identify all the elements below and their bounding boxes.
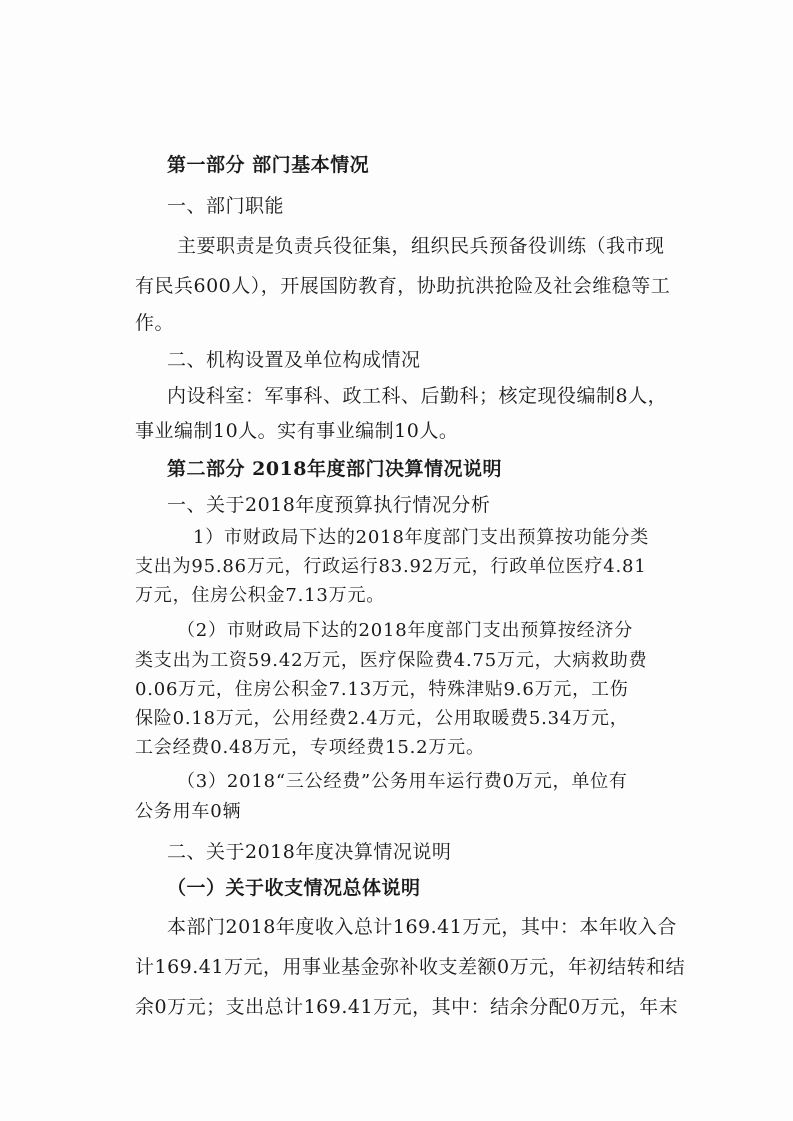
paragraph-line: 支出为95.86万元，行政运行83.92万元，行政单位医疗4.81: [135, 556, 647, 577]
paragraph-line: 本部门2018年度收入总计169.41万元，其中：本年收入合: [167, 916, 677, 938]
paragraph-line: 0.06万元，住房公积金7.13万元，特殊津贴9.6万元，工伤: [135, 679, 629, 700]
paragraph-line: 内设科室：军事科、政工科、后勤科；核定现役编制8人，: [167, 385, 668, 407]
part1-title: 第一部分 部门基本情况: [167, 154, 370, 176]
part2-title: 第二部分 2018年度部门决算情况说明: [167, 458, 502, 480]
paragraph-line: 作。: [135, 312, 175, 334]
paragraph-line: （2）市财政局下达的2018年度部门支出预算按经济分: [177, 620, 634, 641]
section-heading-organization: 二、机构设置及单位构成情况: [167, 349, 421, 371]
paragraph-line: 有民兵600人），开展国防教育，协助抗洪抢险及社会维稳等工: [135, 275, 671, 297]
paragraph-line: 主要职责是负责兵役征集，组织民兵预备役训练（我市现: [177, 235, 665, 257]
paragraph-line: 类支出为工资59.42万元，医疗保险费4.75万元，大病救助费: [135, 650, 648, 671]
paragraph-line: 万元，住房公积金7.13万元。: [135, 585, 386, 606]
paragraph-line: 保险0.18万元，公用经费2.4万元，公用取暖费5.34万元，: [135, 708, 629, 729]
section-heading-final-accounts: 二、关于2018年度决算情况说明: [167, 841, 452, 863]
paragraph-line: 1）市财政局下达的2018年度部门支出预算按功能分类: [193, 527, 650, 548]
paragraph-line: 事业编制10人。实有事业编制10人。: [135, 420, 459, 442]
section-heading-budget-execution: 一、关于2018年度预算执行情况分析: [167, 494, 491, 516]
paragraph-line: 公务用车0辆: [135, 801, 242, 822]
paragraph-line: （3）2018“三公经费”公务用车运行费0万元，单位有: [177, 771, 628, 792]
paragraph-line: 计169.41万元，用事业基金弥补收支差额0万元，年初结转和结: [135, 956, 686, 978]
section-heading-functions: 一、部门职能: [167, 195, 285, 217]
paragraph-line: 余0万元；支出总计169.41万元，其中：结余分配0万元，年末: [135, 996, 679, 1018]
paragraph-line: 工会经费0.48万元，专项经费15.2万元。: [135, 737, 485, 758]
subsection-heading-income-expenditure: （一）关于收支情况总体说明: [167, 877, 421, 899]
